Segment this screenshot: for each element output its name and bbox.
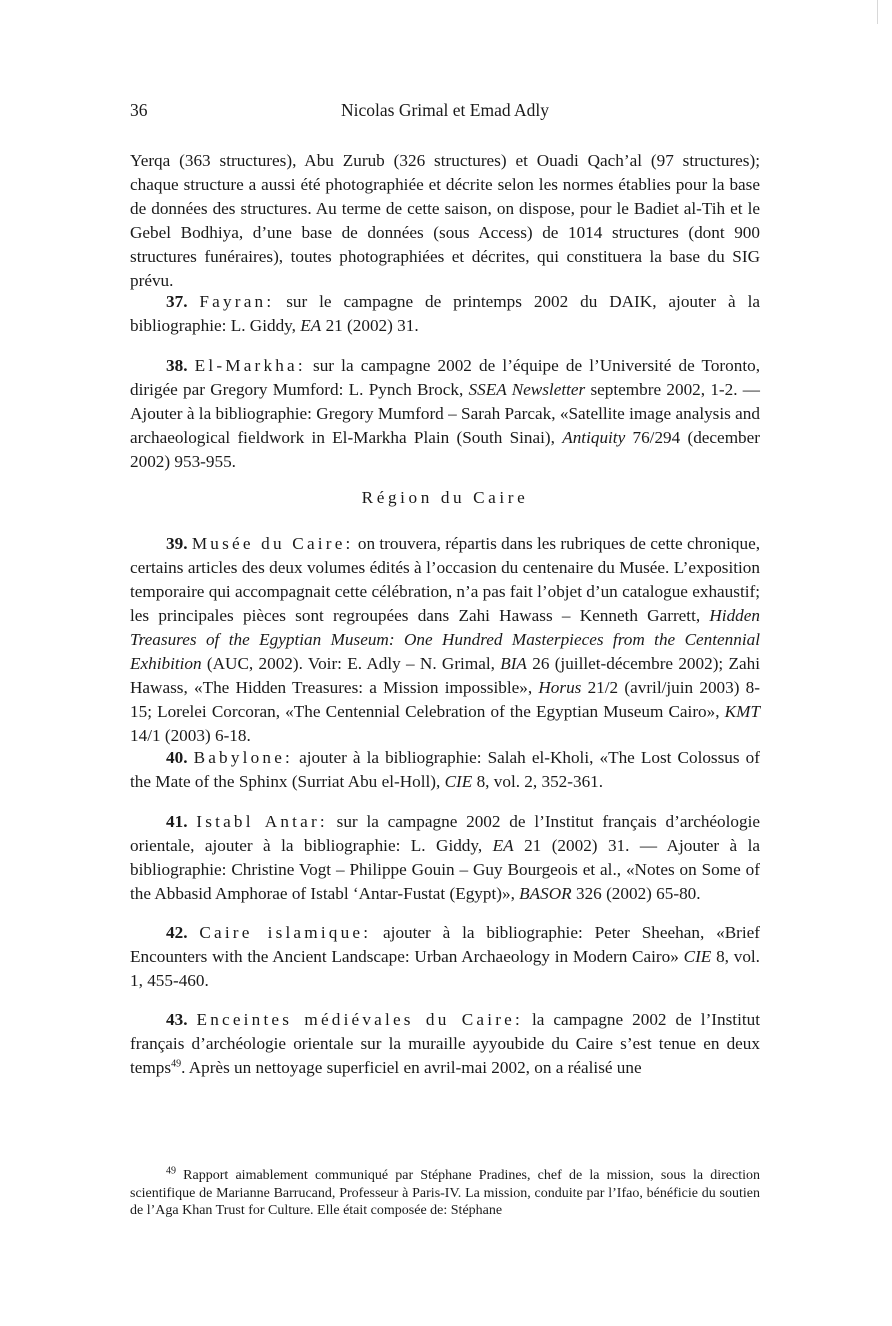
footnote-reference[interactable]: 49 <box>171 1058 182 1070</box>
entry-text: 21/2 (avril/juin 2003) 8-15; Lorelei Corcoran, «The Centennial Celebration of the Egyptian Museum Cairo», <box>130 678 760 721</box>
footnote <box>130 1167 760 1220</box>
entry-number: 39. <box>166 534 188 553</box>
journal-title: Horus <box>538 678 582 697</box>
entry-text: on trouvera, répartis dans les rubriques de cette chronique, certains articles des deux volumes édités à l’occasion du centenaire du Musée. L’exposition temporaire qui accompagnait cette célébration, n’a pas fait l’objet d’un catalogue exhaustif; les principales pièces sont regroupées dans Zahi Hawass – Kenneth Garrett, <box>130 534 761 625</box>
journal-title: Antiquity <box>562 428 626 447</box>
entry-text: la campagne 2002 de l’Institut français d’archéologie orientale sur la muraille ayyoubide du Caire s’est tenue en deux temps <box>130 1010 761 1077</box>
entry-text: 21 (2002) 31. <box>321 316 419 335</box>
entry-text: 76/294 (december 2002) 953-955. <box>130 428 761 471</box>
entry-40 <box>130 746 760 794</box>
journal-title: CIE <box>444 772 473 791</box>
entry-text: ajouter à la bibliographie: Peter Sheehan, «Brief Encounters with the Ancient Landscape: Urban Archaeology in Modern Cairo» <box>130 923 761 966</box>
entry-text: sur la campagne 2002 de l’équipe de l’Université de Toronto, dirigée par Gregory Mumford: L. Pynch Brock, <box>130 356 761 399</box>
book-title: Hidden Treasures of the Egyptian Museum: One Hundred Masterpieces from the Centennial Exhibition <box>130 606 760 673</box>
entry-text: ajouter à la bibliographie: Salah el-Kholi, «The Lost Colossus of the Mate of the Sphinx (Surriat Abu el-Holl), <box>130 748 760 791</box>
entry-site: Enceintes médiévales du Caire: <box>196 1010 523 1029</box>
entry-number: 37. <box>166 292 188 311</box>
entry-number: 40. <box>166 748 188 767</box>
journal-title: CIE <box>683 947 712 966</box>
entry-site: Caire islamique: <box>199 923 372 942</box>
entry-43 <box>130 1008 760 1080</box>
journal-title: KMT <box>724 702 760 721</box>
entry-38 <box>130 354 760 474</box>
journal-title: BIA <box>500 654 527 673</box>
entry-number: 41. <box>166 812 188 831</box>
intro-text: Yerqa (363 structures), Abu Zurub (326 structures) et Ouadi Qach’al (97 structures); chaque structure a aussi été photographiée et décrite selon les normes établies pour la base de données des structures. Au terme de cette saison, on dispose, pour le Badiet al-Tih et le Gebel Bodhiya, d’une base de données (sous Access) de 1014 structures (dont 900 structures funéraires), toutes photographiées et décrites, qui constituera la base du SIG prévu. <box>130 151 760 290</box>
entry-text: 8, vol. 1, 455-460. <box>130 947 760 990</box>
entry-37 <box>130 290 760 338</box>
journal-title: SSEA Newsletter <box>468 380 586 399</box>
page-edge-mark <box>877 0 892 24</box>
entry-text: 8, vol. 2, 352-361. <box>472 772 604 791</box>
entry-text: 26 (juillet-décembre 2002); Zahi Hawass, «The Hidden Treasures: a Mission impossible», <box>130 654 760 697</box>
intro-paragraph <box>130 149 760 293</box>
entry-text: sur la campagne 2002 de l’Institut français d’archéologie orientale, ajouter à la bibliographie: L. Giddy, <box>130 812 760 855</box>
entry-42 <box>130 921 760 993</box>
entry-number: 42. <box>166 923 188 942</box>
entry-site: El-Markha: <box>194 356 306 375</box>
entry-number: 38. <box>166 356 188 375</box>
footnote-text: Rapport aimablement communiqué par Stéphane Pradines, chef de la mission, sous la direction scientifique de Marianne Barrucand, Professeur à Paris-IV. La mission, conduite par l’Ifao, bénéficie du soutien de l’Aga Khan Trust for Culture. Elle était composée de: Stéphane <box>130 1168 760 1218</box>
entry-text: 21 (2002) 31. — Ajouter à la bibliographie: Christine Vogt – Philippe Gouin – Guy Bourgeois et al., «Notes on Some of the Abbasid Amphorae of Istabl ‘Antar-Fustat (Egypt)», <box>130 836 760 903</box>
entry-text: 14/1 (2003) 6-18. <box>130 726 251 745</box>
entry-text: 326 (2002) 65-80. <box>571 884 701 903</box>
journal-title: BASOR <box>519 884 572 903</box>
entry-site: Babylone: <box>193 748 294 767</box>
entry-41 <box>130 810 760 906</box>
page-header <box>130 100 760 122</box>
entry-text: (AUC, 2002). Voir: E. Adly – N. Grimal, <box>201 654 501 673</box>
journal-title: EA <box>300 316 322 335</box>
entry-text: sur le campagne de printemps 2002 du DAIK, ajouter à la bibliographie: L. Giddy, <box>130 292 760 335</box>
entry-text: . Après un nettoyage superficiel en avril-mai 2002, on a réalisé une <box>181 1058 642 1077</box>
entry-site: Musée du Caire: <box>191 534 354 553</box>
entry-39 <box>130 532 760 748</box>
page-number: 36 <box>130 100 148 120</box>
entry-site: Fayran: <box>199 292 275 311</box>
entry-site: Istabl Antar: <box>196 812 328 831</box>
section-heading: Région du Caire <box>361 488 529 507</box>
entry-text: septembre 2002, 1-2. — Ajouter à la bibliographie: Gregory Mumford – Sarah Parcak, «Satellite image analysis and archaeological fieldwork in El-Markha Plain (South Sinai), <box>130 380 760 447</box>
entry-number: 43. <box>166 1010 188 1029</box>
journal-title: EA <box>492 836 514 855</box>
running-title: Nicolas Grimal et Emad Adly <box>340 100 549 120</box>
footnote-marker: 49 <box>166 1165 176 1177</box>
